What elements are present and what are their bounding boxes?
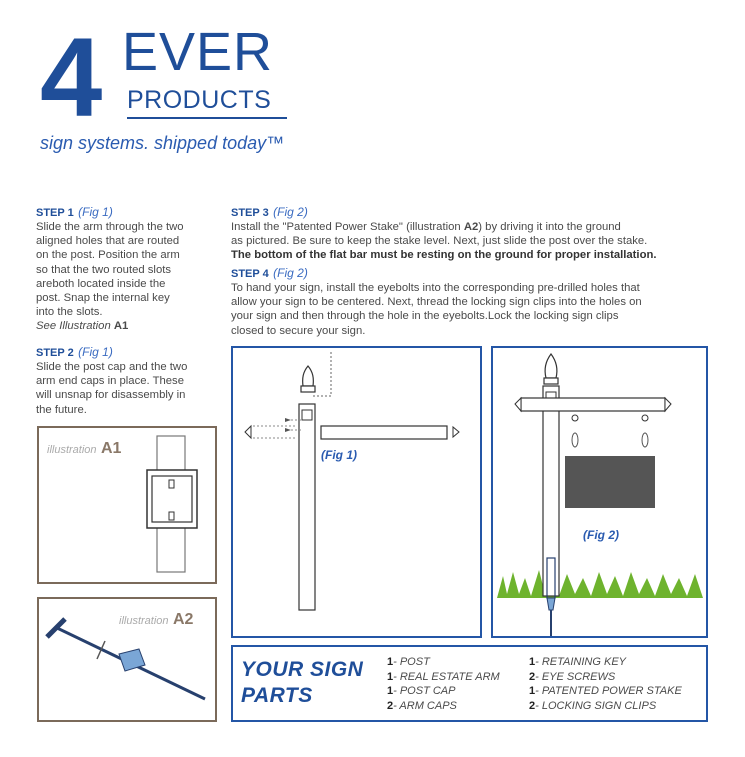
parts-box [231, 645, 708, 722]
fig1-label: (Fig 1) [321, 448, 357, 462]
step1-line: so that the two routed slots [36, 263, 172, 276]
illustration-a2-label: illustration [119, 615, 169, 627]
step4-line: your sign and then through the hole in the eyebolts.Lock the locking sign clips [231, 310, 619, 323]
step1-heading: STEP 1 [36, 207, 74, 219]
illustration-a2-box [37, 597, 217, 722]
step3-line2: as pictured. Be sure to keep the stake level. Next, just slide the post over the stake. [231, 235, 648, 248]
step4-heading: STEP 4 [231, 268, 269, 280]
fig1-box [231, 346, 482, 638]
step3-fig: (Fig 2) [273, 205, 308, 219]
grass [497, 570, 703, 598]
fig2-diagram [493, 348, 706, 636]
step2-line: will unsnap for disassembly in [36, 389, 186, 402]
step4-line: allow your sign to be centered. Next, thread the locking sign clips into the holes on [231, 296, 642, 309]
step1-see-ref: A1 [113, 320, 129, 333]
logo-word-ever: EVER [122, 22, 274, 82]
list-item: 2- ARM CAPS [387, 699, 457, 712]
step2-block [36, 345, 226, 417]
parts-title-line1: YOUR SIGN [241, 658, 364, 681]
step2-line: the future. [36, 403, 87, 416]
step4-fig: (Fig 2) [273, 266, 308, 280]
illustration-a2-ref: A2 [172, 611, 194, 628]
illustration-a1-ref: A1 [100, 440, 122, 457]
step1-line: post. Snap the internal key [36, 292, 170, 305]
step1-line: into the slots. [36, 306, 103, 319]
parts-list-right [529, 655, 682, 713]
power-stake-diagram [39, 599, 215, 720]
step1-line: Slide the arm through the two [36, 221, 184, 233]
list-item: 2- LOCKING SIGN CLIPS [529, 699, 657, 712]
step1-block [36, 205, 226, 334]
step3-block [231, 205, 711, 263]
step4-line: To hand your sign, install the eyebolts into the corresponding pre-drilled holes that [231, 282, 640, 294]
post-key-diagram [39, 428, 215, 582]
list-item: 1- POST [387, 656, 430, 668]
parts-title [241, 657, 363, 709]
step3-heading: STEP 3 [231, 207, 269, 219]
list-item: 1- PATENTED POWER STAKE [529, 685, 682, 698]
parts-list-left [387, 655, 500, 713]
fig1-diagram [233, 348, 480, 636]
list-item: 1- REAL ESTATE ARM [387, 670, 500, 683]
fig2-box [491, 346, 708, 638]
step3-ref: A2 [463, 221, 479, 233]
logo-underline [127, 117, 287, 119]
step2-fig: (Fig 1) [78, 345, 113, 359]
list-item: 1- RETAINING KEY [529, 656, 626, 668]
step1-see [36, 319, 226, 333]
step3-line1-pre: Install the "Patented Power Stake" (illustration [231, 221, 464, 233]
parts-title-line2: PARTS [241, 684, 313, 707]
step4-line: closed to secure your sign. [231, 324, 366, 337]
illustration-a1-label: illustration [47, 444, 97, 456]
list-item: 1- POST CAP [387, 685, 456, 698]
step3-line1-post: ) by driving it into the ground [478, 221, 621, 233]
step3-line1 [231, 220, 711, 234]
step2-heading: STEP 2 [36, 347, 74, 359]
logo-digit: 4 [40, 26, 103, 126]
step2-line: Slide the post cap and the two [36, 361, 188, 373]
step3-line3: The bottom of the flat bar must be resting on the ground for proper installation. [231, 249, 657, 262]
step4-block [231, 266, 711, 338]
list-item: 2- EYE SCREWS [529, 670, 616, 683]
step1-see-text: See Illustration [36, 320, 111, 333]
step2-line: arm end caps in place. These [36, 375, 184, 388]
step1-line: aligned holes that are routed [36, 235, 180, 248]
tagline: sign systems. shipped today™ [40, 133, 285, 153]
fig2-label: (Fig 2) [583, 528, 619, 542]
illustration-a1-box [37, 426, 217, 584]
step1-fig: (Fig 1) [78, 205, 113, 219]
step1-line: areboth located inside the [36, 277, 166, 290]
sign-panel [565, 456, 655, 508]
step1-line: on the post. Position the arm [36, 249, 180, 262]
logo-word-products: PRODUCTS [127, 86, 272, 114]
